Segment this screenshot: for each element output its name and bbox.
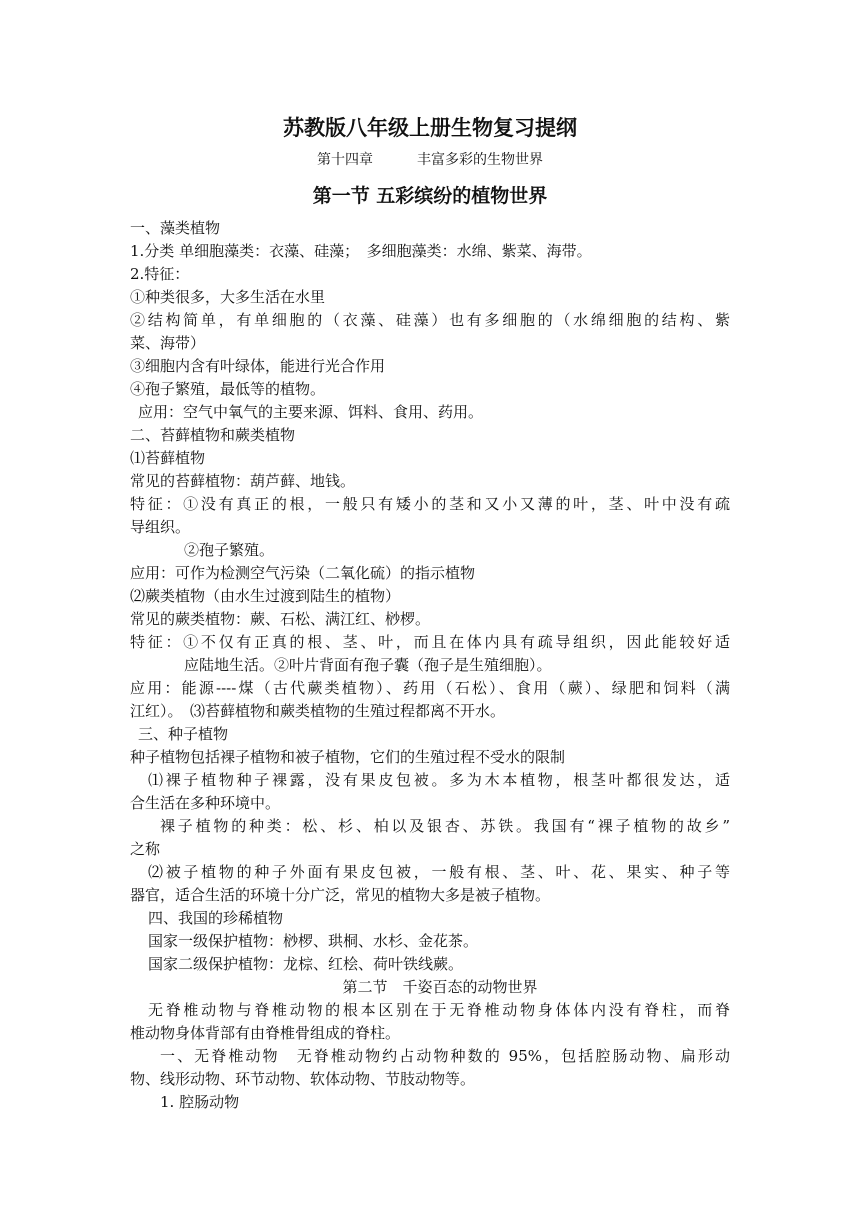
heading-algae: 一、藻类植物 — [130, 219, 221, 237]
paragraph-line: 裸子植物的种类：松、杉、柏以及银杏、苏铁。我国有“裸子植物的故乡” — [160, 817, 730, 835]
paragraph-line: 合生活在多种环境中。 — [130, 794, 281, 812]
paragraph-line: 物、线形动物、环节动物、软体动物、节肢动物等。 — [130, 1070, 476, 1088]
chapter-number: 第十四章 — [317, 152, 373, 168]
paragraph-line: 国家一级保护植物：桫椤、珙桐、水杉、金花茶。 — [148, 932, 479, 950]
subheading-coelenterates: 1. 腔肠动物 — [160, 1093, 240, 1111]
heading-rare-plants: 四、我国的珍稀植物 — [148, 909, 284, 927]
heading-seed-plants: 三、种子植物 — [138, 725, 229, 743]
paragraph-line: ⑵被子植物的种子外面有果皮包被，一般有根、茎、叶、花、果实、种子等 — [148, 863, 730, 881]
paragraph-line: 特征：①不仅有正真的根、茎、叶，而且在体内具有疏导组织，因此能较好适 — [130, 633, 730, 651]
paragraph-line: 无脊椎动物与脊椎动物的根本区别在于无脊椎动物身体体内没有脊柱，而脊 — [148, 1001, 730, 1019]
paragraph-line: 国家二级保护植物：龙棕、红桧、荷叶铁线蕨。 — [148, 955, 464, 973]
paragraph-line: ④孢子繁殖，最低等的植物。 — [130, 380, 326, 398]
paragraph-line: 常见的苔藓植物：葫芦藓、地钱。 — [130, 472, 356, 490]
section2-heading: 第二节 千姿百态的动物世界 — [342, 978, 538, 996]
paragraph-line: 器官，适合生活的环境十分广泛，常见的植物大多是被子植物。 — [130, 886, 551, 904]
paragraph-line: 1.分类 单细胞藻类：衣藻、硅藻； 多细胞藻类：水绵、紫菜、海带。 — [130, 242, 592, 260]
paragraph-line: 应陆地生活。②叶片背面有孢子囊（孢子是生殖细胞）。 — [184, 656, 552, 674]
paragraph-line: ②结构简单，有单细胞的（衣藻、硅藻）也有多细胞的（水绵细胞的结构、紫 — [130, 311, 730, 329]
paragraph-line: ⑴苔藓植物 — [130, 449, 206, 467]
paragraph-line: ③细胞内含有叶绿体，能进行光合作用 — [130, 357, 386, 375]
paragraph-line: 应用：空气中氧气的主要来源、饵料、食用、药用。 — [138, 403, 484, 421]
paragraph-line: 应用：可作为检测空气污染（二氧化硫）的指示植物 — [130, 564, 476, 582]
chapter-heading — [0, 150, 860, 170]
paragraph-line: 种子植物包括裸子植物和被子植物，它们的生殖过程不受水的限制 — [130, 748, 566, 766]
paragraph-line: 2.特征： — [130, 265, 190, 283]
paragraph-line: 椎动物身体背部有由脊椎骨组成的脊柱。 — [130, 1024, 401, 1042]
chapter-name: 丰富多彩的生物世界 — [417, 152, 543, 168]
paragraph-line: 应用：能源----煤（古代蕨类植物）、药用（石松）、食用（蕨）、绿肥和饲料（满 — [130, 679, 730, 697]
heading-moss-fern: 二、苔藓植物和蕨类植物 — [130, 426, 296, 444]
paragraph-line: ⑴裸子植物种子裸露，没有果皮包被。多为木本植物，根茎叶都很发达，适 — [148, 771, 730, 789]
paragraph-line: 一、无脊椎动物 无脊椎动物约占动物种数的 95%，包括腔肠动物、扁形动 — [160, 1047, 730, 1065]
paragraph-line: ②孢子繁殖。 — [184, 541, 275, 559]
document-title: 苏教版八年级上册生物复习提纲 — [283, 115, 577, 140]
paragraph-line: ⑵蕨类植物（由水生过渡到陆生的植物） — [130, 587, 401, 605]
paragraph-line: ①种类很多，大多生活在水里 — [130, 288, 326, 306]
section-heading: 第一节 五彩缤纷的植物世界 — [312, 185, 548, 207]
paragraph-line: 之称 — [130, 840, 161, 858]
paragraph-line: 常见的蕨类植物：蕨、石松、满江红、桫椤。 — [130, 610, 431, 628]
paragraph-line: 导组织。 — [130, 518, 191, 536]
paragraph-line: 菜、海带） — [130, 334, 206, 352]
paragraph-line: 特征：①没有真正的根，一般只有矮小的茎和又小又薄的叶，茎、叶中没有疏 — [130, 495, 730, 513]
paragraph-line: 江红）。 ⑶苔藓植物和蕨类植物的生殖过程都离不开水。 — [130, 702, 506, 720]
